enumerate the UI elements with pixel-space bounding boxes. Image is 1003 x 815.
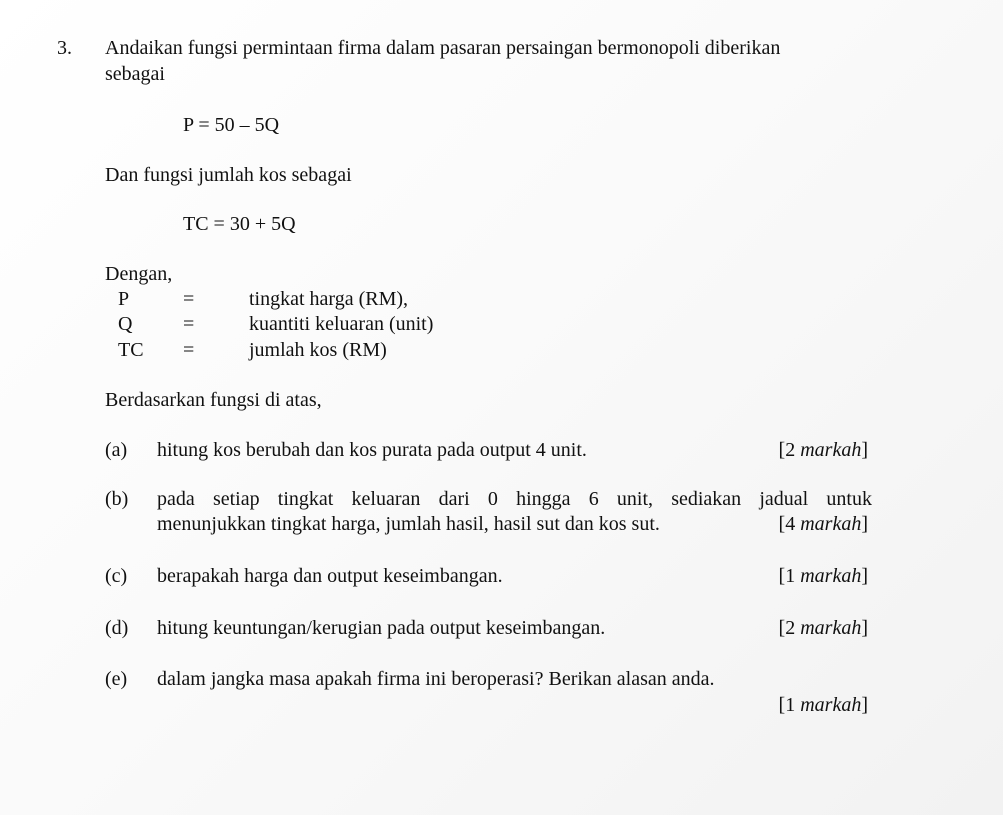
definition-meaning: tingkat harga (RM), (249, 288, 409, 310)
part-b-text-line-2: menunjukkan tingkat harga, jumlah hasil, hasil sut dan kos sut. (157, 513, 660, 535)
part-d-label: (d) (105, 617, 129, 639)
definition-equals: = (183, 288, 195, 310)
part-b-label: (b) (105, 488, 129, 510)
part-b-marks (779, 514, 868, 534)
part-e-label: (e) (105, 668, 128, 690)
part-c-label: (c) (105, 565, 128, 587)
marks-close: ] (861, 694, 868, 716)
part-d-text: hitung keuntungan/kerugian pada output keseimbangan. (157, 617, 606, 639)
marks-open: [1 (778, 694, 801, 716)
part-b-text-line-1: pada setiap tingkat keluaran dari 0 hingga 6 unit, sediakan jadual untuk (157, 488, 872, 510)
part-a-label: (a) (105, 439, 128, 461)
marks-close: ] (861, 617, 868, 639)
question-number: 3. (57, 37, 72, 59)
marks-open: [2 (778, 617, 801, 639)
definition-equals: = (183, 313, 195, 335)
demand-equation: P = 50 – 5Q (183, 114, 280, 136)
marks-open: [2 (778, 439, 801, 461)
definition-meaning: kuantiti keluaran (unit) (249, 313, 434, 335)
definition-symbol: Q (118, 313, 133, 335)
definition-symbol: P (118, 288, 130, 310)
marks-close: ] (861, 565, 868, 587)
marks-word: markah (800, 565, 862, 587)
marks-word: markah (800, 617, 862, 639)
part-e-marks (779, 695, 868, 715)
part-c-marks (779, 566, 868, 586)
part-a-marks (779, 440, 868, 460)
marks-close: ] (861, 513, 868, 535)
intro-line-2: sebagai (105, 63, 165, 85)
cost-equation: TC = 30 + 5Q (183, 213, 296, 235)
marks-word: markah (800, 439, 862, 461)
definitions-intro: Dengan, (105, 263, 173, 285)
marks-close: ] (861, 439, 868, 461)
lead-in: Berdasarkan fungsi di atas, (105, 389, 322, 411)
intro-line-1: Andaikan fungsi permintaan firma dalam pasaran persaingan bermonopoli diberikan (105, 37, 781, 59)
definition-meaning: jumlah kos (RM) (249, 339, 387, 361)
definition-equals: = (183, 339, 195, 361)
part-c-text: berapakah harga dan output keseimbangan. (157, 565, 503, 587)
marks-open: [1 (778, 565, 801, 587)
definition-symbol: TC (118, 339, 144, 361)
marks-open: [4 (778, 513, 801, 535)
marks-word: markah (800, 513, 862, 535)
part-d-marks (779, 618, 868, 638)
part-a-text: hitung kos berubah dan kos purata pada output 4 unit. (157, 439, 587, 461)
part-e-text: dalam jangka masa apakah firma ini beroperasi? Berikan alasan anda. (157, 668, 715, 690)
marks-word: markah (800, 694, 862, 716)
cost-intro: Dan fungsi jumlah kos sebagai (105, 164, 352, 186)
